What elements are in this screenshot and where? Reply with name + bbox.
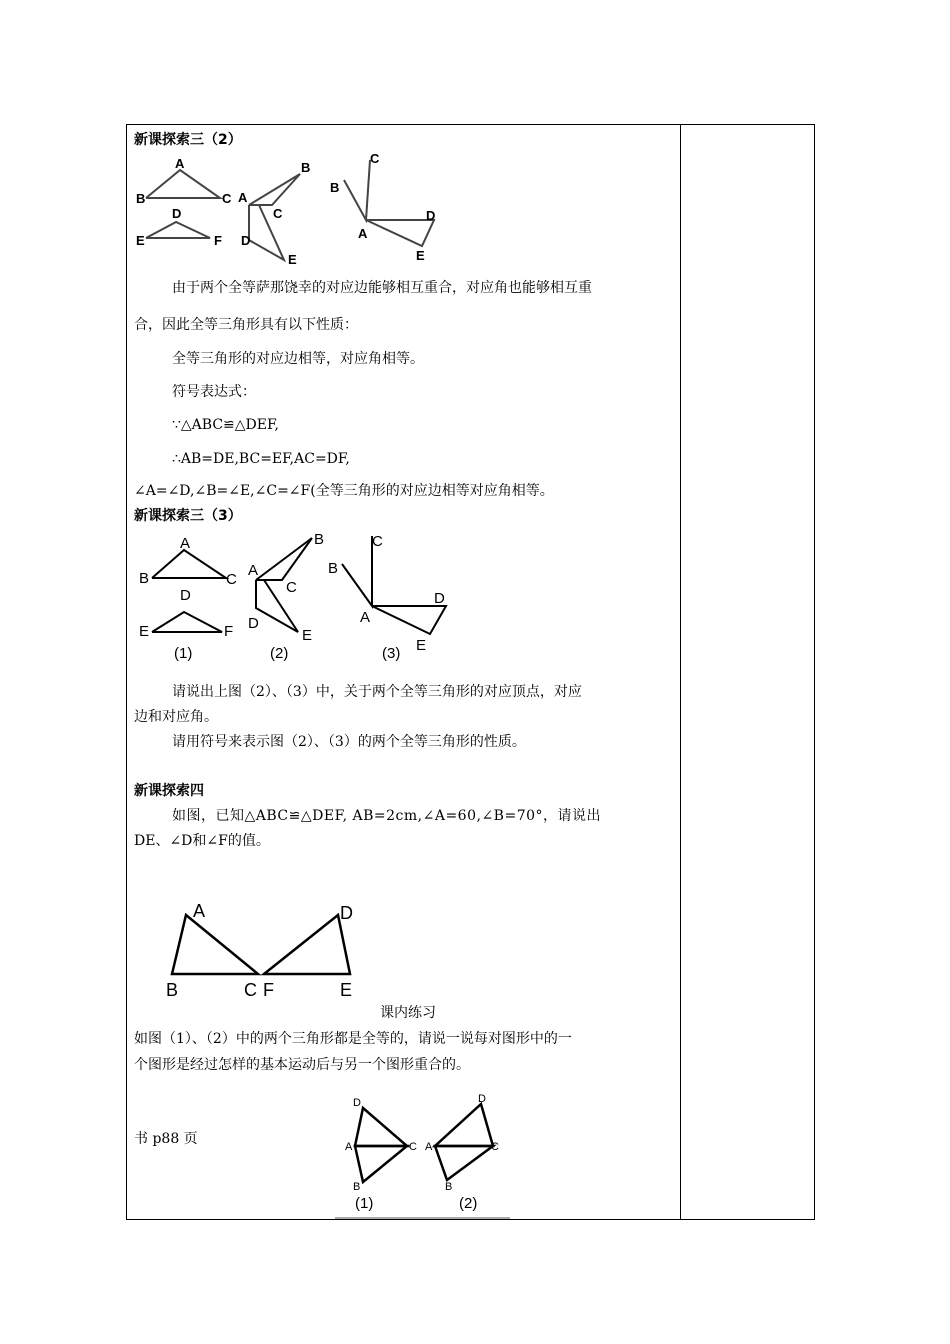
label-C: C bbox=[273, 206, 283, 221]
label-A: A bbox=[360, 609, 371, 626]
label-B: B bbox=[301, 160, 311, 175]
figure-caption: (2) bbox=[459, 1195, 478, 1212]
table-column-divider bbox=[680, 124, 681, 1220]
label-E: E bbox=[416, 248, 425, 263]
label-F: F bbox=[214, 233, 222, 248]
property-statement: 全等三角形的对应边相等，对应角相等。 bbox=[172, 351, 424, 367]
section-heading-explore-3-2: 新课探索三（2） bbox=[134, 132, 242, 148]
figure-practice-triangles bbox=[335, 1090, 515, 1220]
question-line: 边和对应角。 bbox=[134, 709, 218, 725]
label-A: A bbox=[175, 156, 185, 171]
label-A: A bbox=[358, 226, 368, 241]
section-heading-explore-3-3: 新课探索三（3） bbox=[134, 508, 242, 524]
practice-title: 课内练习 bbox=[380, 1005, 436, 1021]
label-D: D bbox=[248, 615, 259, 632]
paragraph-line: 由于两个全等萨那饶幸的对应边能够相互重合，对应角也能够相互重 bbox=[172, 280, 592, 296]
label-B: B bbox=[166, 980, 179, 1000]
figure-congruent-triangles-set1 bbox=[134, 150, 444, 270]
label-D: D bbox=[241, 233, 251, 248]
because-statement: ∵△ABC≌△DEF, bbox=[172, 417, 279, 433]
label-F: F bbox=[224, 623, 234, 640]
label-B: B bbox=[139, 570, 150, 587]
label-C: C bbox=[491, 1141, 499, 1153]
question-line: 请用符号来表示图（2）、（3）的两个全等三角形的性质。 bbox=[172, 734, 526, 750]
label-D: D bbox=[478, 1093, 486, 1105]
label-A: A bbox=[180, 535, 191, 552]
figure-caption: (2) bbox=[270, 645, 289, 662]
book-reference: 书 p88 页 bbox=[134, 1131, 198, 1147]
label-E: E bbox=[416, 637, 427, 654]
label-B: B bbox=[314, 531, 325, 548]
label-E: E bbox=[139, 623, 150, 640]
label-C: C bbox=[370, 151, 380, 166]
figure-congruent-triangles-set2 bbox=[136, 528, 456, 663]
figure-caption: (3) bbox=[382, 645, 401, 662]
label-B: B bbox=[353, 1181, 361, 1193]
figure-caption: (1) bbox=[355, 1195, 374, 1212]
label-A: A bbox=[193, 901, 206, 921]
angles-statement: ∠A=∠D,∠B=∠E,∠C=∠F(全等三角形的对应边相等对应角相等。 bbox=[134, 483, 554, 499]
label-A: A bbox=[238, 190, 248, 205]
practice-line: 个图形是经过怎样的基本运动后与另一个图形重合的。 bbox=[134, 1057, 470, 1073]
figure-triangles-abc-def bbox=[160, 895, 380, 1000]
label-C: C bbox=[244, 980, 257, 1000]
label-B: B bbox=[328, 560, 339, 577]
label-A: A bbox=[248, 562, 259, 579]
label-D: D bbox=[172, 206, 182, 221]
label-E: E bbox=[302, 627, 313, 644]
label-B: B bbox=[445, 1181, 453, 1193]
label-C: C bbox=[372, 533, 383, 550]
therefore-statement: ∴AB=DE,BC=EF,AC=DF, bbox=[172, 451, 350, 467]
label-D: D bbox=[340, 903, 353, 923]
label-A: A bbox=[425, 1141, 433, 1153]
label-D: D bbox=[180, 587, 191, 604]
label-E: E bbox=[340, 980, 353, 1000]
section-heading-explore-4: 新课探索四 bbox=[134, 783, 204, 799]
problem-line: 如图，已知△ABC≌△DEF, AB=2cm,∠A=60,∠B=70°，请说出 bbox=[172, 808, 602, 824]
question-line: 请说出上图（2）、（3）中，关于两个全等三角形的对应顶点，对应 bbox=[172, 684, 582, 700]
label-E: E bbox=[288, 252, 297, 267]
symbol-label: 符号表达式： bbox=[172, 384, 256, 400]
label-C: C bbox=[286, 579, 297, 596]
label-D: D bbox=[434, 590, 445, 607]
label-B: B bbox=[330, 180, 340, 195]
label-C: C bbox=[222, 191, 232, 206]
label-F: F bbox=[263, 980, 274, 1000]
label-C: C bbox=[226, 571, 237, 588]
figure-caption: (1) bbox=[174, 645, 193, 662]
paragraph-line: 合，因此全等三角形具有以下性质： bbox=[134, 317, 358, 333]
label-A: A bbox=[345, 1141, 353, 1153]
practice-line: 如图（1）、（2）中的两个三角形都是全等的，请说一说每对图形中的一 bbox=[134, 1031, 572, 1047]
label-D: D bbox=[426, 208, 436, 223]
label-B: B bbox=[136, 191, 146, 206]
label-C: C bbox=[409, 1141, 417, 1153]
problem-line: DE、∠D和∠F的值。 bbox=[134, 833, 270, 849]
label-E: E bbox=[136, 233, 145, 248]
label-D: D bbox=[353, 1097, 361, 1109]
